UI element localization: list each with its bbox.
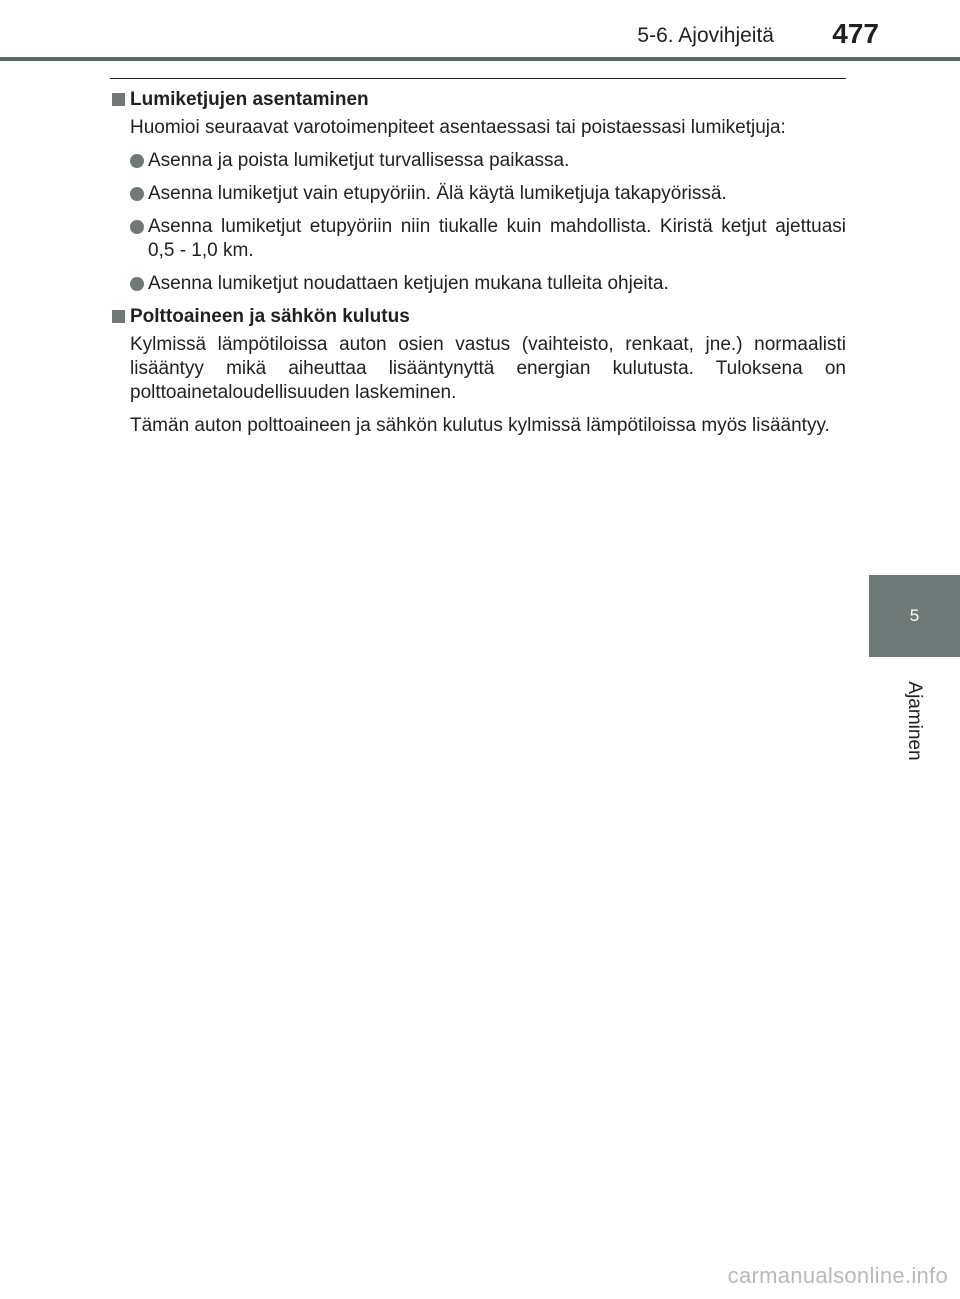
section-heading (110, 88, 846, 112)
list-item-text: Asenna lumiketjut vain etupyöriin. Älä käytä lumiketjuja takapyörissä. (148, 183, 727, 204)
list-item (130, 215, 846, 263)
section-heading-text: Lumiketjujen asentaminen (130, 89, 369, 110)
list-item-text: Asenna ja poista lumiketjut turvallisessa paikassa. (148, 150, 570, 171)
circle-bullet-icon (130, 187, 144, 201)
list-item (130, 149, 846, 173)
paragraph: Kylmissä lämpötiloissa auton osien vastus (vaihteisto, renkaat, jne.) normaalisti lisääntyy mikä aiheuttaa lisääntynyttä energian kulutusta. Tuloksena on polttoainetaloudellisuuden laskeminen. (130, 334, 846, 403)
page-number: 477 (832, 18, 879, 49)
watermark: carmanualsonline.info (727, 1263, 948, 1288)
circle-bullet-icon (130, 277, 144, 291)
square-bullet-icon (112, 310, 125, 323)
header-band (0, 57, 960, 61)
page-content (110, 88, 846, 447)
paragraph: Tämän auton polttoaineen ja sähkön kulutus kylmissä lämpötiloissa myös lisääntyy. (130, 415, 830, 436)
chapter-tab[interactable] (869, 575, 960, 783)
chapter-number: 5 (869, 575, 960, 657)
section-snow-chains (110, 88, 846, 296)
square-bullet-icon (112, 93, 125, 106)
circle-bullet-icon (130, 220, 144, 234)
list-item-text: Asenna lumiketjut noudattaen ketjujen mukana tulleita ohjeita. (148, 273, 669, 294)
section-heading (110, 305, 846, 329)
list-item (130, 272, 846, 296)
section-heading-text: Polttoaineen ja sähkön kulutus (130, 306, 410, 327)
chapter-label-box (869, 660, 960, 783)
list-item (130, 182, 846, 206)
section-intro: Huomioi seuraavat varotoimenpiteet asentaessasi tai poistaessasi lumiketjuja: (130, 117, 786, 138)
section-title: 5-6. Ajovihjeitä (637, 24, 774, 47)
list-item-text: Asenna lumiketjut etupyöriin niin tiukalle kuin mahdollista. Kiristä ketjut ajettuasi 0,5 - 1,0 km. (148, 216, 846, 261)
divider (110, 78, 846, 79)
circle-bullet-icon (130, 154, 144, 168)
chapter-label: Ajaminen (904, 681, 925, 761)
section-fuel-consumption (110, 305, 846, 438)
